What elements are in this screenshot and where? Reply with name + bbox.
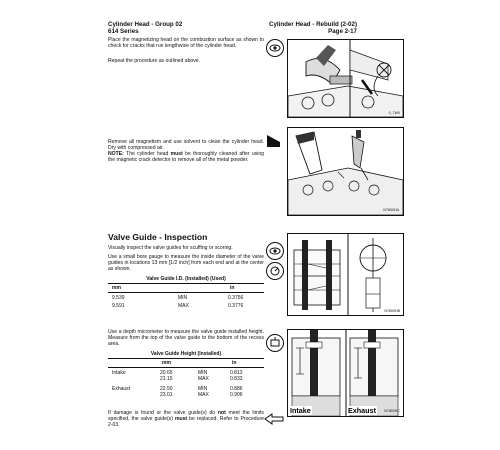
column-header-mm: mm <box>112 285 121 291</box>
section1-repeat-text: Repeat the procedure as outlined above. <box>108 58 201 64</box>
table-cell: 0.906 <box>230 392 243 398</box>
table-row-label: Exhaust <box>112 386 131 392</box>
table-title: Valve Guide I.D. (Installed) (Used) <box>146 276 226 282</box>
inspect-eye-icon <box>266 242 284 260</box>
section4-after-text <box>108 410 264 428</box>
section2-note <box>108 151 264 163</box>
section1-text: Place the magnetizing head on the combustion surface as shown to check for cracks that run lengthwise of the cylinder head. <box>108 37 264 49</box>
figure-code: N7800HC <box>384 409 400 413</box>
table-cell: 20.65 <box>160 370 173 376</box>
table-cell: MAX <box>198 392 209 398</box>
valve-guide-id-table <box>108 276 264 316</box>
section3-text2: Use a small bore gauge to measure the inside diameter of the valve guides in locations 13 mm [1/2 inch] from each end and at the center as shown. <box>108 254 264 272</box>
section4-text: Use a depth micrometer to measure the valve guide installed height. Measure from the top of the valve guide to the bottom of the recess area. <box>108 329 264 347</box>
table-title: Valve Guide Height (Installed) <box>150 351 222 357</box>
section-title-valve-guide: Valve Guide - Inspection <box>108 232 208 242</box>
header-left-title: Cylinder Head - Group 02 <box>108 21 183 28</box>
table-cell: 21.15 <box>160 376 173 382</box>
table-cell: 9.539 <box>112 295 125 301</box>
table-cell: MIN <box>178 295 188 301</box>
note-text-post: be thoroughly cleaned after using the magnetic crack detector to remove all of the metal powder. <box>108 151 264 163</box>
note-must: must <box>170 151 183 157</box>
note-text-pre: The cylinder head <box>126 151 171 157</box>
valve-guide-height-table <box>108 351 264 407</box>
header-page-number: Page 2-17 <box>328 28 357 35</box>
table-cell: 0.3776 <box>228 303 244 309</box>
after-text-post: be replaced. Refer to Procedure 2-03. <box>108 416 264 428</box>
column-header-mm: mm <box>162 360 171 366</box>
table-cell: MAX <box>178 303 189 309</box>
figure-code: N7800HA <box>383 208 399 212</box>
column-header-in: in <box>230 285 235 291</box>
section2-text: Remove all magnetism and use solvent to clean the cylinder head. Dry with compressed air. <box>108 139 264 151</box>
after-text-not: not <box>217 410 226 416</box>
table-row-label: Intake <box>112 370 126 376</box>
refer-procedure-arrow-icon <box>264 412 284 424</box>
column-header-in: in <box>232 360 237 366</box>
figure-code: 0_7W0 <box>388 111 400 115</box>
table-cell: 22.50 <box>160 386 173 392</box>
table-cell: 0.833 <box>230 376 243 382</box>
magnetizing-head-figure <box>287 39 404 118</box>
table-cell: 0.3756 <box>228 295 244 301</box>
measure-micrometer-icon <box>266 334 284 352</box>
measure-gauge-icon <box>266 262 284 280</box>
note-label: NOTE: <box>108 151 124 157</box>
after-text-must: must <box>174 416 188 422</box>
table-cell: 23.01 <box>160 392 173 398</box>
header-right-title: Cylinder Head - Rebuild (2-02) <box>268 21 357 28</box>
figure-code: N7800HB <box>384 309 400 313</box>
table-cell: MIN <box>198 386 208 392</box>
intake-label: Intake <box>290 406 311 415</box>
bore-gauge-figure <box>287 233 404 316</box>
table-cell: 9.591 <box>112 303 125 309</box>
inspect-eye-icon <box>266 39 284 57</box>
table-cell: 0.886 <box>230 386 243 392</box>
table-cell: 0.813 <box>230 370 243 376</box>
after-text-pre: If damage is found or the valve guide(s) do <box>108 410 218 416</box>
table-cell: MAX <box>198 376 209 382</box>
installed-height-figure <box>287 329 404 417</box>
exhaust-label: Exhaust <box>348 406 376 415</box>
section3-text1: Visually inspect the valve guides for scuffing or scoring. <box>108 245 233 251</box>
header-left-subtitle: 614 Series <box>108 28 139 35</box>
solvent-icon <box>266 134 282 148</box>
table-cell: MIN <box>198 370 208 376</box>
after-text-mid: meet the limits specified, the valve guide(s) <box>108 410 264 422</box>
cleaning-figure <box>287 127 404 216</box>
